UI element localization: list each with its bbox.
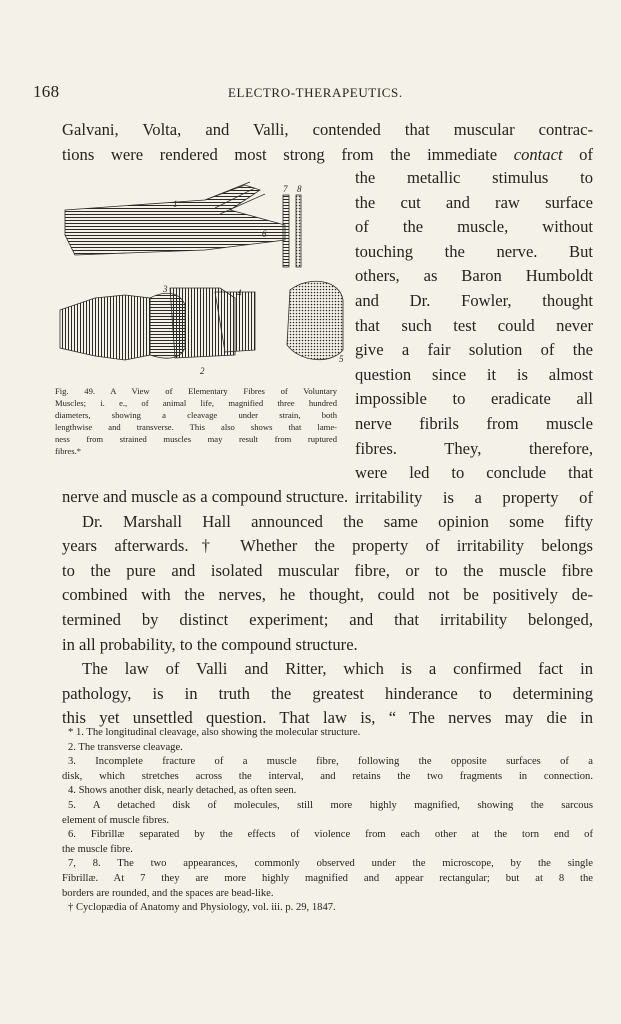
text-line: that such test could never [355,315,593,335]
figure-label: 5 [339,354,344,364]
text-line: in all probability, to the compound structure. [62,634,358,654]
footnote-line: disk, which stretches across the interval, and retains the two fragments in connection. [62,770,593,782]
caption-line: Muscles; i. e., of animal life, magnified three hundred [55,398,337,408]
text-line: were led to conclude that [355,463,593,483]
footnote-line: 4. Shows another disk, nearly detached, as often seen. [68,785,297,797]
caption-line: Fig. 49. A View of Elementary Fibres of Voluntary [55,386,337,396]
text-line: nerve and muscle as a compound structure. [62,487,349,506]
footnote-line: † Cyclopædia of Anatomy and Physiology, vol. iii. p. 29, 1847. [68,902,336,914]
footnote-line: borders are rounded, and the spaces are bead-like. [62,887,274,899]
footnote-line: element of muscle fibres. [62,814,170,826]
page-header [33,82,589,104]
figure-label: 2 [200,366,205,376]
footnotes [62,726,593,916]
text-line-with-emphasis: tions were rendered most strong from the immediate contact of [62,144,593,164]
emphasis-word: contact [513,144,563,164]
running-title: ELECTRO-THERAPEUTICS. [228,85,403,100]
caption-line: lengthwise and transverse. This also shows that lame- [55,422,337,432]
figure-label: 1 [173,199,178,209]
muscle-fibres-figure [55,180,345,380]
text-line: impossible to eradicate all [355,389,593,409]
paragraph-1-wrap-column [355,166,593,510]
footnote-line: 3. Incomplete fracture of a muscle fibre, following the opposite surfaces of a [68,756,593,768]
fibre-transverse-fracture [60,288,255,360]
main-text-continuation [62,485,593,731]
figure-caption [55,385,337,457]
figure-label: 7 [283,184,288,194]
text-line: combined with the nerves, he thought, could not be positively de- [62,585,593,605]
caption-line: ness from strained muscles may result from ruptured [55,434,337,444]
text-line: years afterwards.† Whether the property of irritability belongs [62,536,593,556]
text-line: The law of Valli and Ritter, which is a confirmed fact in [82,659,593,679]
text-line: to the pure and isolated muscular fibre, or to the muscle fibre [62,560,593,580]
fibre-bundle-longitudinal [65,182,285,255]
text-line: Dr. Marshall Hall announced the same opinion some fifty [82,511,593,531]
figure-label: 8 [297,184,302,194]
footnote-line: the muscle fibre. [62,843,133,855]
text-line: give a fair solution of the [355,340,593,360]
text-line: others, as Baron Humboldt [355,266,593,286]
caption-line: diameters, showing a cleavage under strain, both [55,410,337,420]
text-line: nerve fibrils from muscle [355,413,593,433]
text-line: of the muscle, without [355,217,593,237]
footnote-line: 7, 8. The two appearances, commonly observed under the microscope, by the single [68,858,593,870]
figure-label: 6 [262,229,267,239]
footnote-line: Fibrillæ. At 7 they are more highly magnified and appear rectangular; but at 8 the [62,872,593,884]
figure-label: 3 [163,284,168,294]
detached-disk [287,281,343,359]
text-line: pathology, is in truth the greatest hinderance to determining [62,683,593,703]
text-line: irritability is a property of [355,487,593,507]
footnote-line: 2. The transverse cleavage. [68,741,183,753]
text-line: the metallic stimulus to [355,168,593,187]
figure-label: 4 [237,288,242,298]
footnote-line: 6. Fibrillæ separated by the effects of violence from each other at the torn end of [68,829,593,841]
text-line: question since it is almost [355,364,593,384]
footnote-line: * 1. The longitudinal cleavage, also showing the molecular structure. [68,727,361,738]
paragraph-1-opening [62,118,593,167]
text-line: touching the nerve. But [355,241,593,261]
text-line: fibres. They, therefore, [355,438,593,458]
page-number: 168 [33,82,60,101]
text-line: Galvani, Volta, and Valli, contended that muscular contrac- [62,120,593,139]
footnote-line: 5. A detached disk of molecules, still more highly magnified, showing the sarcous [68,799,593,811]
text-line: this yet unsettled question. That law is, “ The nerves may die in [62,708,593,728]
text-line: the cut and raw surface [355,192,593,212]
text-line: and Dr. Fowler, thought [355,290,593,310]
text-line: termined by distinct experiment; and that irritability belonged, [62,609,593,629]
fibrillae-columns [283,195,301,267]
caption-line: fibres.* [55,446,82,456]
